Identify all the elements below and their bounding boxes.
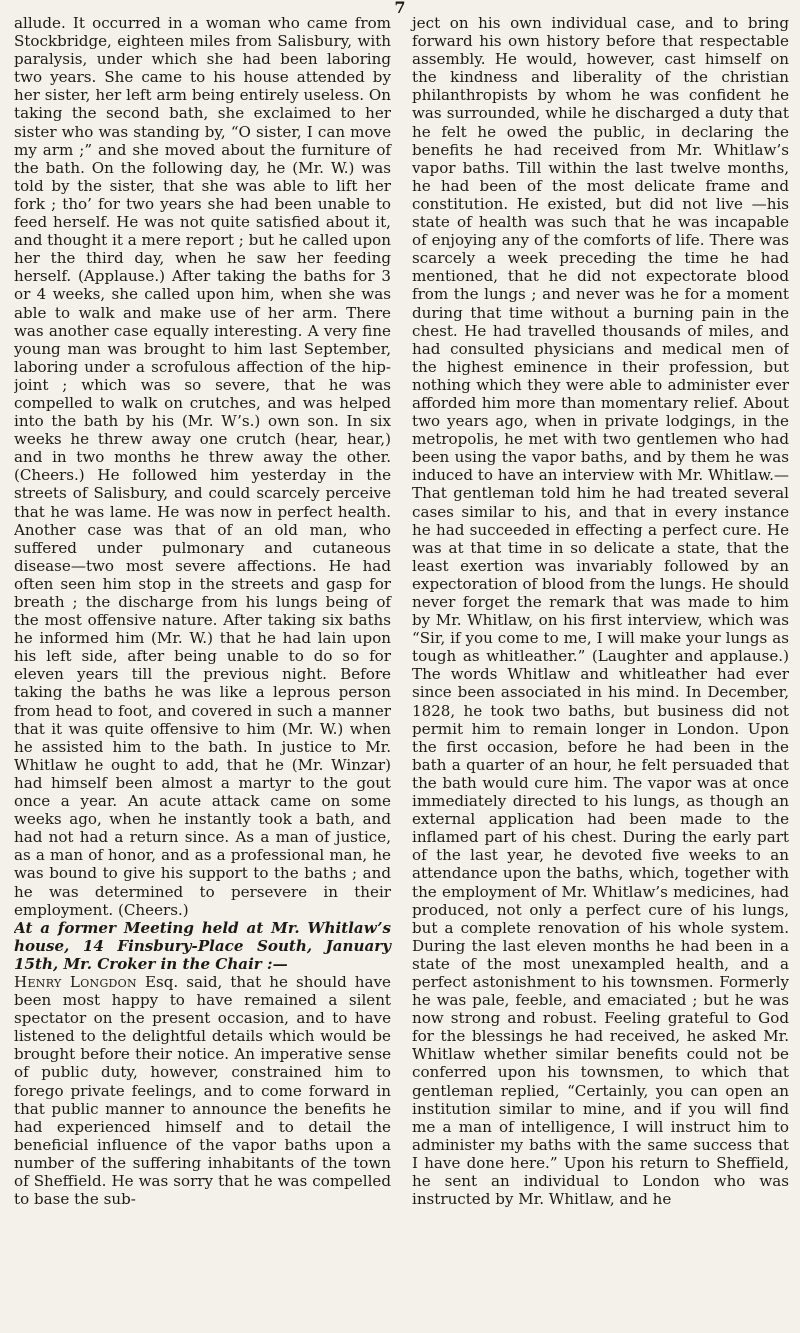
speaker-name: Henry Longdon bbox=[14, 972, 137, 991]
left-paragraph-1: allude. It occurred in a woman who came from Stockbridge, eighteen miles from Salisbury, with paralysis, under which she had been laboring two years. She came to his house attended by her sister, her left arm being entirely useless. On taking the second bath, she exclaimed to her sister who was standing by, “O sister, I can move my arm ;” and she moved about the furniture of the bath. On the following day, he (Mr. W.) was told by the sister, that she was able to lift her fork ; tho’ for two years she had been unable to feed herself. He was not quite satisfied about it, and thought it a mere report ; but he called upon her the third day, when he saw her feeding herself. (Applause.) After taking the baths for 3 or 4 weeks, she called upon him, when she was able to walk and make use of her arm. There was another case equally interesting. A very fine young man was brought to him last September, laboring under a scrofulous affection of the hip-joint ; which was so severe, that he was compelled to walk on crutches, and was helped into the bath by his (Mr. W’s.) own son. In six weeks he threw away one crutch (hear, hear,) and in two months he threw away the other. (Cheers.) He followed him yesterday in the streets of Salisbury, and could scarcely perceive that he was lame. He was now in perfect health. Another case was that of an old man, who suffered under pulmonary and cutaneous disease—two most severe affections. He had often seen him stop in the streets and gasp for breath ; the discharge from his lungs being of the most offensive nature. After taking six baths he informed him (Mr. W.) that he had lain upon his left side, after being unable to do so for eleven years till the previous night. Before taking the baths he was like a leprous person from head to foot, and covered in such a manner that it was quite offensive to him (Mr. W.) when he assisted him to the bath. In justice to Mr. Whitlaw he ought to add, that he (Mr. Winzar) had himself been almost a martyr to the gout once a year. An acute attack came on some weeks ago, when he instantly took a bath, and had not had a return since. As a man of justice, as a man of honor, and as a professional man, he was bound to give his support to the baths ; and he was determined to persevere in their employment. (Cheers.) bbox=[14, 14, 391, 919]
right-column bbox=[412, 14, 789, 1326]
left-paragraph-2-text: Esq. said, that he should have been most happy to have remained a silent spectator on the present occasion, and to have listened to the delightful details which would be brought before their notice. An imperative sense of public duty, however, constrained him to forego private feelings, and to come forward in that public manner to announce the benefits he had experienced himself and to detail the beneficial influence of the vapor baths upon a number of the suffering inhabitants of the town of Sheffield. He was sorry that he was compelled to base the sub- bbox=[14, 972, 391, 1209]
left-column bbox=[14, 14, 391, 1326]
meeting-heading: At a former Meeting held at Mr. Whitlaw’s house, 14 Finsbury-Place South, January 15th, Mr. Croker in the Chair :— bbox=[14, 918, 391, 973]
left-paragraph-2 bbox=[14, 973, 391, 1208]
article-columns bbox=[14, 14, 789, 1326]
right-paragraph-1: ject on his own individual case, and to bring forward his own history before that respectable assembly. He would, however, cast himself on the kindness and liberality of the christian philanthropists by whom he was confident he was surrounded, while he discharged a duty that he felt he owed the public, in declaring the benefits he had received from Mr. Whitlaw’s vapor baths. Till within the last twelve months, he had been of the most delicate frame and constitution. He existed, but did not live —his state of health was such that he was incapable of enjoying any of the comforts of life. There was scarcely a week preceding the time he had mentioned, that he did not expectorate blood from the lungs ; and never was he for a moment during that time without a burning pain in the chest. He had travelled thousands of miles, and had consulted physicians and medical men of the highest eminence in their profession, but nothing which they were able to administer ever afforded him more than momentary relief. About two years ago, when in private lodgings, in the metropolis, he met with two gentlemen who had been using the vapor baths, and by them he was induced to have an interview with Mr. Whitlaw.— That gentleman told him he had treated several cases similar to his, and that in every instance he had succeeded in effecting a perfect cure. He was at that time in so delicate a state, that the least exertion was invariably followed by an expectoration of blood from the lungs. He should never forget the remark that was made to him by Mr. Whitlaw, on his first interview, which was “Sir, if you come to me, I will make your lungs as tough as whitleather.” (Laughter and applause.) The words Whitlaw and whitleather had ever since been associated in his mind. In December, 1828, he took two baths, but business did not permit him to remain longer in London. Upon the first occasion, before he had been in the bath a quarter of an hour, he felt persuaded that the bath would cure him. The vapor was at once immediately directed to his lungs, as though an external application had been made to the inflamed part of his chest. During the early part of the last year, he devoted five weeks to an attendance upon the baths, which, together with the employment of Mr. Whitlaw’s medicines, had produced, not only a perfect cure of his lungs, but a complete renovation of his whole system. During the last eleven months he had been in a state of the most unexampled health, and a perfect astonishment to his townsmen. Formerly he was pale, feeble, and emaciated ; but he was now strong and robust. Feeling grateful to God for the blessings he had received, he asked Mr. Whitlaw whether similar benefits could not be conferred upon his townsmen, to which that gentleman replied, “Certainly, you can open an institution similar to mine, and if you will find me a man of intelligence, I will instruct him to administer my baths with the same success that I have done here.” Upon his return to Sheffield, he sent an individual to London who was instructed by Mr. Whitlaw, and he bbox=[412, 14, 789, 1209]
page-number: 7 bbox=[394, 0, 406, 17]
